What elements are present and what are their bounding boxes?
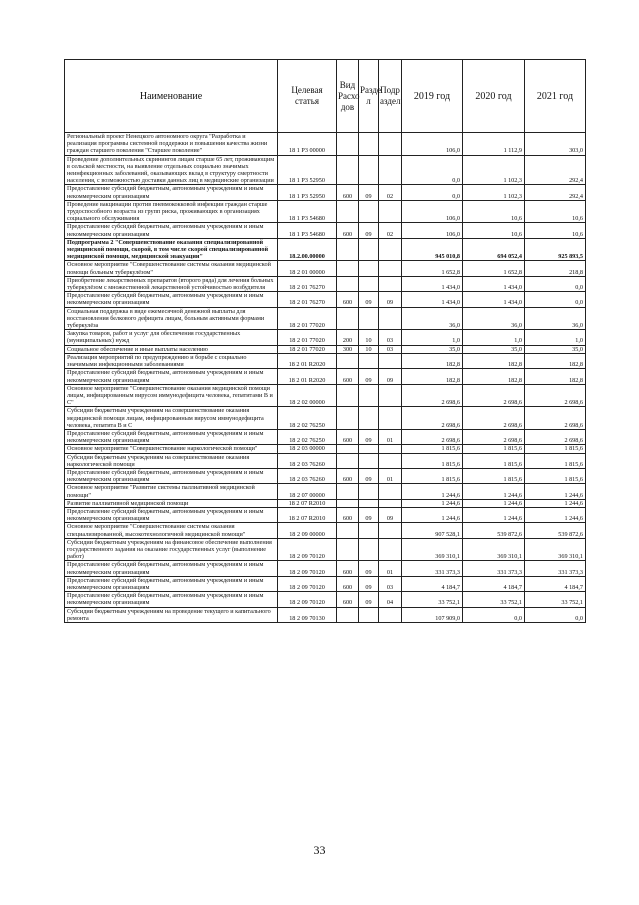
header-name: Наименование — [65, 60, 278, 133]
row-2021: 331 373,3 — [525, 561, 586, 576]
row-razdel: 09 — [359, 223, 379, 238]
row-vid: 600 — [337, 185, 359, 200]
row-vid — [337, 538, 359, 561]
row-2019: 35,0 — [402, 345, 463, 353]
row-vid — [337, 307, 359, 330]
row-2021: 10,6 — [525, 223, 586, 238]
row-vid — [337, 384, 359, 407]
table-row — [65, 484, 586, 499]
row-code: 18 2 03 00000 — [278, 445, 337, 453]
row-name: Социальное обеспечение и иные выплаты населению — [65, 345, 278, 353]
row-code: 18 1 P3 00000 — [278, 133, 337, 156]
row-name: Предоставление субсидий бюджетным, автономным учреждениям и иным некоммерческим организациям — [65, 468, 278, 483]
row-podrazdel — [379, 407, 402, 430]
row-vid: 600 — [337, 468, 359, 483]
row-2021: 0,0 — [525, 276, 586, 291]
row-2019: 331 373,3 — [402, 561, 463, 576]
row-2021: 292,4 — [525, 185, 586, 200]
row-2021: 292,4 — [525, 155, 586, 185]
table-row — [65, 276, 586, 291]
row-code: 18 2 01 R2020 — [278, 369, 337, 384]
row-2020: 1 434,0 — [463, 276, 525, 291]
row-2020: 1 815,6 — [463, 468, 525, 483]
row-vid: 600 — [337, 429, 359, 444]
header-vid: Вид Расхо дов — [337, 60, 359, 133]
row-2021: 2 698,6 — [525, 407, 586, 430]
table-row — [65, 345, 586, 353]
row-podrazdel — [379, 200, 402, 223]
row-vid — [337, 453, 359, 468]
row-2020: 4 184,7 — [463, 576, 525, 591]
row-2021: 1 244,6 — [525, 484, 586, 499]
row-2021: 2 698,6 — [525, 384, 586, 407]
row-name: Основное мероприятие "Совершенствование системы оказания специализированной, высокотехнологичной медицинской помощи" — [65, 523, 278, 538]
row-podrazdel — [379, 538, 402, 561]
row-2020: 10,6 — [463, 223, 525, 238]
row-2019: 945 010,8 — [402, 238, 463, 261]
table-row — [65, 561, 586, 576]
row-podrazdel — [379, 133, 402, 156]
row-2020: 1 244,6 — [463, 484, 525, 499]
row-2019: 1 815,6 — [402, 453, 463, 468]
row-vid — [337, 523, 359, 538]
row-vid: 600 — [337, 561, 359, 576]
row-vid — [337, 499, 359, 507]
row-2021: 36,0 — [525, 307, 586, 330]
row-2020: 10,6 — [463, 200, 525, 223]
row-2020: 36,0 — [463, 307, 525, 330]
row-name: Проведение дополнительных скринингов лицам старше 65 лет, проживающим в сельской местности, на выявление отдельных социально значимых неинфекционных заболеваний, оказывающих вклад в структуру смертности населения, с возможностью доставки данных лиц в медицинские организации — [65, 155, 278, 185]
row-2021: 1 815,6 — [525, 445, 586, 453]
row-name: Предоставление субсидий бюджетным, автономным учреждениям и иным некоммерческим организациям — [65, 592, 278, 607]
row-podrazdel: 01 — [379, 468, 402, 483]
row-razdel: 09 — [359, 561, 379, 576]
row-razdel — [359, 200, 379, 223]
row-2021: 10,6 — [525, 200, 586, 223]
row-2019: 1 815,6 — [402, 445, 463, 453]
table-row — [65, 453, 586, 468]
row-vid: 600 — [337, 507, 359, 522]
row-vid — [337, 238, 359, 261]
table-row — [65, 538, 586, 561]
row-razdel: 09 — [359, 468, 379, 483]
row-2020: 1 102,3 — [463, 155, 525, 185]
row-razdel — [359, 453, 379, 468]
row-name: Приобретение лекарственных препаратов (второго ряда) для лечения больных туберкулёзом с множественной лекарственной устойчивостью возбудителя — [65, 276, 278, 291]
row-name: Основное мероприятие "Совершенствование системы оказания медицинской помощи больным туберкулёзом" — [65, 261, 278, 276]
budget-table — [64, 59, 586, 623]
row-podrazdel — [379, 484, 402, 499]
row-2020: 182,8 — [463, 369, 525, 384]
row-podrazdel — [379, 276, 402, 291]
table-header-row — [65, 60, 586, 133]
row-2019: 369 310,1 — [402, 538, 463, 561]
row-name: Субсидии бюджетным учреждениям на финансовое обеспечение выполнения государственного задания на оказание государственных услуг (выполнение работ) — [65, 538, 278, 561]
row-podrazdel — [379, 307, 402, 330]
row-2021: 0,0 — [525, 292, 586, 307]
row-2021: 2 698,6 — [525, 429, 586, 444]
row-podrazdel — [379, 607, 402, 622]
row-razdel: 09 — [359, 507, 379, 522]
row-name: Подпрограмма 2 "Совершенствование оказания специализированной медицинской помощи, скорой, в том числе скорой специализированной медицинской помощи, медицинской эвакуации" — [65, 238, 278, 261]
row-podrazdel: 03 — [379, 330, 402, 345]
table-row — [65, 607, 586, 622]
row-2020: 0,0 — [463, 607, 525, 622]
row-code: 18 2 01 77020 — [278, 307, 337, 330]
table-row — [65, 292, 586, 307]
row-razdel: 10 — [359, 345, 379, 353]
row-vid — [337, 276, 359, 291]
table-body — [65, 133, 586, 623]
table-row — [65, 369, 586, 384]
row-code: 18 2 03 76260 — [278, 453, 337, 468]
row-code: 18 2 01 76270 — [278, 292, 337, 307]
row-name: Социальная поддержка в виде ежемесячной денежной выплаты для восстановления белкового дефицита лицам, больным активными формами туберкулёза — [65, 307, 278, 330]
row-razdel: 10 — [359, 330, 379, 345]
row-name: Субсидии бюджетным учреждениям на совершенствование оказания наркологической помощи — [65, 453, 278, 468]
row-name: Реализация мероприятий по предупреждению и борьбе с социально значимыми инфекционными заболеваниями — [65, 353, 278, 368]
row-razdel — [359, 407, 379, 430]
row-vid — [337, 200, 359, 223]
row-name: Предоставление субсидий бюджетным, автономным учреждениям и иным некоммерческим организациям — [65, 292, 278, 307]
table-row — [65, 468, 586, 483]
row-podrazdel: 02 — [379, 185, 402, 200]
row-2019: 1,0 — [402, 330, 463, 345]
row-name: Предоставление субсидий бюджетным, автономным учреждениям и иным некоммерческим организациям — [65, 369, 278, 384]
row-2021: 182,8 — [525, 369, 586, 384]
row-2019: 36,0 — [402, 307, 463, 330]
row-razdel — [359, 607, 379, 622]
row-podrazdel — [379, 353, 402, 368]
row-2021: 303,0 — [525, 133, 586, 156]
row-name: Закупка товаров, работ и услуг для обеспечения государственных (муниципальных) нужд — [65, 330, 278, 345]
row-2019: 182,8 — [402, 353, 463, 368]
row-2019: 33 752,1 — [402, 592, 463, 607]
row-razdel — [359, 353, 379, 368]
row-name: Предоставление субсидий бюджетным, автономным учреждениям и иным некоммерческим организациям — [65, 507, 278, 522]
row-2020: 1 244,6 — [463, 507, 525, 522]
row-podrazdel — [379, 499, 402, 507]
row-podrazdel — [379, 445, 402, 453]
row-razdel: 09 — [359, 292, 379, 307]
row-razdel — [359, 523, 379, 538]
row-podrazdel — [379, 523, 402, 538]
row-razdel — [359, 384, 379, 407]
row-2021: 182,8 — [525, 353, 586, 368]
row-vid: 600 — [337, 592, 359, 607]
row-2019: 106,0 — [402, 223, 463, 238]
row-vid — [337, 133, 359, 156]
row-code: 18 1 P3 52950 — [278, 185, 337, 200]
row-2020: 1 815,6 — [463, 453, 525, 468]
row-code: 18 1 P3 54680 — [278, 223, 337, 238]
row-vid: 600 — [337, 369, 359, 384]
row-name: Региональный проект Ненецкого автономного округа "Разработка и реализация программы системной поддержки и повышения качества жизни граждан старшего поколения "Старшее поколение" — [65, 133, 278, 156]
row-code: 18 2 07 R2010 — [278, 507, 337, 522]
row-code: 18 2 01 77020 — [278, 330, 337, 345]
table-row — [65, 384, 586, 407]
row-podrazdel: 09 — [379, 369, 402, 384]
row-2021: 369 310,1 — [525, 538, 586, 561]
row-2020: 539 872,6 — [463, 523, 525, 538]
row-code: 18.2.00.00000 — [278, 238, 337, 261]
row-podrazdel: 01 — [379, 561, 402, 576]
row-code: 18 2 02 76250 — [278, 429, 337, 444]
row-vid — [337, 607, 359, 622]
table-row — [65, 155, 586, 185]
row-name: Основное мероприятие "Развитие системы паллиативной медицинской помощи" — [65, 484, 278, 499]
row-podrazdel: 09 — [379, 292, 402, 307]
table-row — [65, 133, 586, 156]
row-razdel: 09 — [359, 576, 379, 591]
row-code: 18 2 03 76260 — [278, 468, 337, 483]
row-podrazdel — [379, 238, 402, 261]
row-name: Предоставление субсидий бюджетным, автономным учреждениям и иным некоммерческим организациям — [65, 429, 278, 444]
row-2020: 33 752,1 — [463, 592, 525, 607]
header-year-2020: 2020 год — [463, 60, 525, 133]
row-razdel — [359, 133, 379, 156]
row-2021: 1 244,6 — [525, 499, 586, 507]
row-2019: 1 244,6 — [402, 499, 463, 507]
row-name: Предоставление субсидий бюджетным, автономным учреждениям и иным некоммерческим организациям — [65, 185, 278, 200]
table-row — [65, 261, 586, 276]
row-razdel — [359, 276, 379, 291]
row-code: 18 2 02 76250 — [278, 407, 337, 430]
row-podrazdel — [379, 453, 402, 468]
row-2020: 2 698,6 — [463, 384, 525, 407]
table-row — [65, 330, 586, 345]
row-podrazdel: 03 — [379, 576, 402, 591]
table-row — [65, 523, 586, 538]
row-name: Основное мероприятие "Совершенствование наркологической помощи" — [65, 445, 278, 453]
row-2020: 1 112,9 — [463, 133, 525, 156]
row-2020: 2 698,6 — [463, 429, 525, 444]
row-2019: 1 244,6 — [402, 484, 463, 499]
row-2019: 907 528,1 — [402, 523, 463, 538]
header-podrazdel: Подр аздел — [379, 60, 402, 133]
row-razdel — [359, 484, 379, 499]
row-podrazdel — [379, 384, 402, 407]
row-2021: 1 815,6 — [525, 453, 586, 468]
row-2019: 1 815,6 — [402, 468, 463, 483]
row-2019: 2 698,6 — [402, 384, 463, 407]
row-vid — [337, 261, 359, 276]
row-vid — [337, 445, 359, 453]
row-razdel — [359, 261, 379, 276]
row-razdel: 09 — [359, 369, 379, 384]
row-razdel — [359, 307, 379, 330]
row-2019: 0,0 — [402, 155, 463, 185]
row-code: 18 2 09 00000 — [278, 523, 337, 538]
row-name: Основное мероприятие "Совершенствование оказания медицинской помощи лицам, инфицированным вирусом иммунодефицита человека, гепатитами В и С" — [65, 384, 278, 407]
row-name: Предоставление субсидий бюджетным, автономным учреждениям и иным некоммерческим организациям — [65, 561, 278, 576]
row-2019: 1 434,0 — [402, 276, 463, 291]
row-name: Субсидии бюджетным учреждениям на проведение текущего и капитального ремонта — [65, 607, 278, 622]
row-2021: 539 872,6 — [525, 523, 586, 538]
row-2019: 4 184,7 — [402, 576, 463, 591]
row-2019: 106,0 — [402, 133, 463, 156]
row-name: Субсидии бюджетным учреждениям на совершенствование оказания медицинской помощи лицам, инфицированным вирусом иммунодефицита человека, гепатита В и С — [65, 407, 278, 430]
row-2019: 0,0 — [402, 185, 463, 200]
row-name: Предоставление субсидий бюджетным, автономным учреждениям и иным некоммерческим организациям — [65, 223, 278, 238]
row-2020: 1 815,6 — [463, 445, 525, 453]
table-row — [65, 507, 586, 522]
header-razdel: Разде л — [359, 60, 379, 133]
row-vid — [337, 407, 359, 430]
table-row — [65, 238, 586, 261]
header-code: Целевая статья — [278, 60, 337, 133]
row-vid — [337, 484, 359, 499]
row-2020: 1 434,0 — [463, 292, 525, 307]
row-name: Предоставление субсидий бюджетным, автономным учреждениям и иным некоммерческим организациям — [65, 576, 278, 591]
table-row — [65, 576, 586, 591]
row-2021: 33 752,1 — [525, 592, 586, 607]
row-code: 18 2 01 R2020 — [278, 353, 337, 368]
row-2019: 1 652,8 — [402, 261, 463, 276]
row-razdel — [359, 155, 379, 185]
row-razdel — [359, 499, 379, 507]
row-code: 18 2 09 70120 — [278, 538, 337, 561]
row-2019: 2 698,6 — [402, 429, 463, 444]
row-vid: 300 — [337, 345, 359, 353]
row-razdel: 09 — [359, 429, 379, 444]
row-2019: 107 909,0 — [402, 607, 463, 622]
row-2019: 1 244,6 — [402, 507, 463, 522]
row-podrazdel: 03 — [379, 345, 402, 353]
row-code: 18 2 09 70120 — [278, 592, 337, 607]
row-vid: 200 — [337, 330, 359, 345]
row-name: Развитие паллиативной медицинской помощи — [65, 499, 278, 507]
row-podrazdel: 01 — [379, 429, 402, 444]
row-2020: 1 652,8 — [463, 261, 525, 276]
row-razdel: 09 — [359, 185, 379, 200]
row-razdel — [359, 445, 379, 453]
table-row — [65, 307, 586, 330]
row-2020: 694 052,4 — [463, 238, 525, 261]
row-vid: 600 — [337, 292, 359, 307]
row-2020: 1 244,6 — [463, 499, 525, 507]
table-row — [65, 353, 586, 368]
row-vid — [337, 353, 359, 368]
row-2021: 925 893,5 — [525, 238, 586, 261]
row-code: 18 2 01 76270 — [278, 276, 337, 291]
table-row — [65, 592, 586, 607]
row-razdel: 09 — [359, 592, 379, 607]
row-2020: 35,0 — [463, 345, 525, 353]
row-2021: 1,0 — [525, 330, 586, 345]
budget-sheet — [64, 59, 585, 623]
row-2020: 2 698,6 — [463, 407, 525, 430]
row-code: 18 2 02 00000 — [278, 384, 337, 407]
table-row — [65, 223, 586, 238]
row-2021: 4 184,7 — [525, 576, 586, 591]
row-2020: 182,8 — [463, 353, 525, 368]
row-podrazdel — [379, 261, 402, 276]
row-2020: 1 102,3 — [463, 185, 525, 200]
table-row — [65, 445, 586, 453]
row-code: 18 1 P3 52950 — [278, 155, 337, 185]
row-razdel — [359, 538, 379, 561]
row-2019: 182,8 — [402, 369, 463, 384]
row-name: Проведение вакцинации против пневмококковой инфекции граждан старше трудоспособного возраста из групп риска, проживающих в организациях социального обслуживания — [65, 200, 278, 223]
row-2019: 2 698,6 — [402, 407, 463, 430]
row-code: 18 2 01 77020 — [278, 345, 337, 353]
row-podrazdel: 09 — [379, 507, 402, 522]
row-2019: 1 434,0 — [402, 292, 463, 307]
row-2020: 1,0 — [463, 330, 525, 345]
row-code: 18 2 07 00000 — [278, 484, 337, 499]
table-row — [65, 429, 586, 444]
row-razdel — [359, 238, 379, 261]
header-year-2019: 2019 год — [402, 60, 463, 133]
row-code: 18 2 09 70130 — [278, 607, 337, 622]
table-row — [65, 407, 586, 430]
row-2019: 106,0 — [402, 200, 463, 223]
row-2021: 35,0 — [525, 345, 586, 353]
table-row — [65, 185, 586, 200]
header-year-2021: 2021 год — [525, 60, 586, 133]
row-podrazdel: 02 — [379, 223, 402, 238]
row-vid — [337, 155, 359, 185]
row-2021: 1 244,6 — [525, 507, 586, 522]
row-vid: 600 — [337, 576, 359, 591]
row-code: 18 2 09 70120 — [278, 561, 337, 576]
row-code: 18 2 07 R2010 — [278, 499, 337, 507]
row-code: 18 2 09 70120 — [278, 576, 337, 591]
row-podrazdel — [379, 155, 402, 185]
table-row — [65, 200, 586, 223]
page-number: 33 — [313, 843, 326, 857]
row-2021: 218,8 — [525, 261, 586, 276]
row-2021: 1 815,6 — [525, 468, 586, 483]
row-2020: 331 373,3 — [463, 561, 525, 576]
table-row — [65, 499, 586, 507]
row-vid: 600 — [337, 223, 359, 238]
row-podrazdel: 04 — [379, 592, 402, 607]
row-2021: 0,0 — [525, 607, 586, 622]
row-2020: 369 310,1 — [463, 538, 525, 561]
row-code: 18 2 01 00000 — [278, 261, 337, 276]
row-code: 18 1 P3 54680 — [278, 200, 337, 223]
